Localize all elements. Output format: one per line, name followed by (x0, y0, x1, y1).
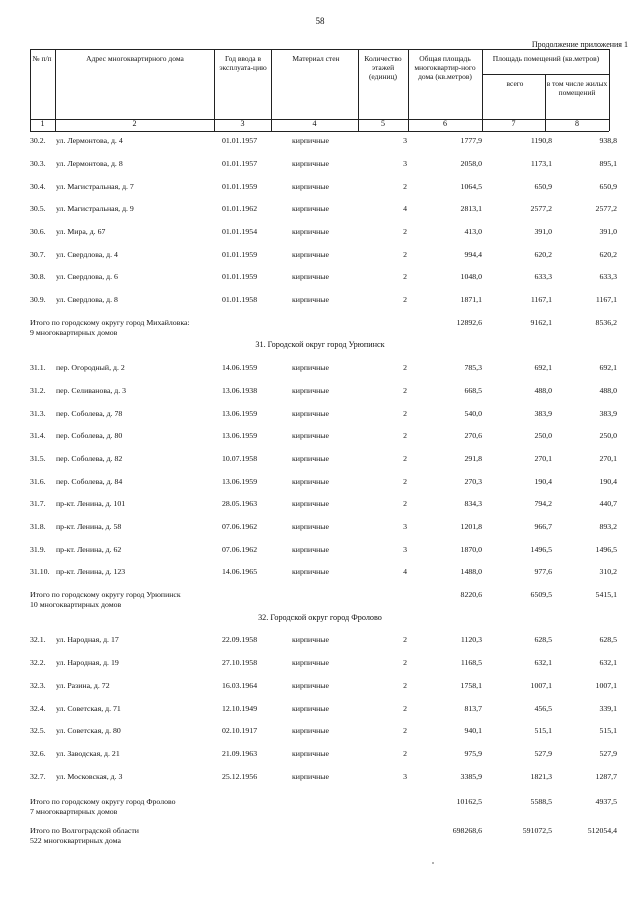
cell-no: 31.3. (30, 409, 46, 418)
table-row (30, 522, 617, 534)
cell-year: 07.06.1962 (222, 545, 258, 554)
cell-living: 692,1 (599, 363, 617, 372)
table-row (30, 545, 617, 557)
cell-area: 383,9 (534, 409, 552, 418)
cell-material: кирпичные (292, 681, 329, 690)
table-row (30, 772, 617, 784)
header-rule (482, 74, 609, 75)
cell-floors: 2 (403, 726, 407, 735)
cell-floors: 2 (403, 681, 407, 690)
col-number: 2 (132, 119, 137, 128)
cell-floors: 4 (403, 567, 407, 576)
cell-material: кирпичные (292, 250, 329, 259)
cell-area: 2577,2 (530, 204, 552, 213)
header-all: всего (506, 79, 524, 88)
page-number: 58 (315, 16, 325, 26)
cell-total-area: 1488,0 (460, 567, 482, 576)
cell-material: кирпичные (292, 295, 329, 304)
cell-year: 13.06.1959 (222, 431, 258, 440)
cell-area: 632,1 (534, 658, 552, 667)
cell-area: 1007,1 (530, 681, 552, 690)
cell-living: 633,3 (599, 272, 617, 281)
total-living: 8536,2 (595, 318, 617, 327)
cell-total-area: 1777,9 (460, 136, 482, 145)
cell-address: ул. Народная, д. 19 (56, 658, 119, 667)
cell-year: 01.01.1957 (222, 159, 258, 168)
total-area: 698268,6 (452, 826, 482, 835)
cell-year: 12.10.1949 (222, 704, 258, 713)
cell-year: 21.09.1963 (222, 749, 258, 758)
cell-living: 515,1 (599, 726, 617, 735)
total-area: 8220,6 (460, 590, 482, 599)
cell-no: 32.2. (30, 658, 46, 667)
cell-total-area: 1870,0 (460, 545, 482, 554)
total-premises: 6509,5 (530, 590, 552, 599)
total-living: 512054,4 (587, 826, 617, 835)
cell-no: 30.9. (30, 295, 46, 304)
cell-year: 01.01.1958 (222, 295, 258, 304)
cell-address: пер. Соболева, д. 82 (56, 454, 123, 463)
total-label-line2: 7 многоквартирных домов (30, 807, 118, 816)
cell-year: 01.01.1954 (222, 227, 258, 236)
cell-year: 10.07.1958 (222, 454, 258, 463)
total-premises: 5588,5 (530, 797, 552, 806)
cell-area: 633,3 (534, 272, 552, 281)
table-row (30, 477, 617, 489)
cell-total-area: 1064,5 (460, 182, 482, 191)
table-row (30, 681, 617, 693)
cell-address: ул. Московская, д. 3 (56, 772, 123, 781)
cell-living: 938,8 (599, 136, 617, 145)
cell-year: 27.10.1958 (222, 658, 258, 667)
cell-material: кирпичные (292, 749, 329, 758)
header-no: № п/п (32, 54, 52, 63)
cell-address: ул. Свердлова, д. 6 (56, 272, 118, 281)
table-row (30, 227, 617, 239)
cell-address: ул. Свердлова, д. 4 (56, 250, 118, 259)
col-number: 5 (381, 119, 385, 128)
cell-no: 32.1. (30, 635, 46, 644)
cell-address: пер. Огородный, д. 2 (56, 363, 125, 372)
table-row (30, 136, 617, 148)
cell-material: кирпичные (292, 159, 329, 168)
cell-material: кирпичные (292, 772, 329, 781)
cell-year: 25.12.1956 (222, 772, 258, 781)
table-row (30, 182, 617, 194)
cell-area: 794,2 (534, 499, 552, 508)
cell-no: 30.6. (30, 227, 46, 236)
cell-area: 1821,3 (530, 772, 552, 781)
total-label (30, 318, 400, 338)
cell-total-area: 994,4 (464, 250, 482, 259)
col-number: 8 (575, 119, 579, 128)
cell-address: ул. Разина, д. 72 (56, 681, 110, 690)
continuation-note: Продолжение приложения 1 (531, 40, 628, 49)
cell-year: 01.01.1962 (222, 204, 258, 213)
total-label-line1: Итого по городскому округу город Михайловка: (30, 318, 190, 327)
cell-living: 339,1 (599, 704, 617, 713)
cell-material: кирпичные (292, 136, 329, 145)
cell-living: 310,2 (599, 567, 617, 576)
cell-no: 30.4. (30, 182, 46, 191)
header-address: Адрес многоквартирного дома (86, 54, 184, 63)
cell-total-area: 813,7 (464, 704, 482, 713)
cell-address: ул. Заводская, д. 21 (56, 749, 120, 758)
header-material: Материал стен (292, 54, 340, 63)
cell-area: 1496,5 (530, 545, 552, 554)
cell-year: 28.05.1963 (222, 499, 258, 508)
total-label (30, 826, 400, 846)
table-row (30, 295, 617, 307)
cell-area: 628,5 (534, 635, 552, 644)
cell-no: 30.2. (30, 136, 46, 145)
cell-year: 16.03.1964 (222, 681, 258, 690)
cell-material: кирпичные (292, 726, 329, 735)
cell-floors: 2 (403, 272, 407, 281)
cell-total-area: 940,1 (464, 726, 482, 735)
cell-address: ул. Советская, д. 71 (56, 704, 121, 713)
total-label (30, 797, 400, 817)
col-number: 7 (511, 119, 516, 128)
cell-address: пер. Селиванова, д. 3 (56, 386, 127, 395)
header-premises: Площадь помещений (кв.метров) (492, 54, 600, 63)
cell-no: 30.7. (30, 250, 46, 259)
total-premises: 591072,5 (522, 826, 552, 835)
cell-living: 620,2 (599, 250, 617, 259)
table-row (30, 431, 617, 443)
cell-total-area: 834,3 (464, 499, 482, 508)
cell-address: пр-кт. Ленина, д. 101 (56, 499, 126, 508)
cell-no: 31.2. (30, 386, 46, 395)
cell-year: 02.10.1917 (222, 726, 258, 735)
table-row (30, 409, 617, 421)
cell-floors: 3 (403, 136, 407, 145)
cell-material: кирпичные (292, 567, 329, 576)
cell-living: 391,0 (599, 227, 617, 236)
table-row (30, 567, 617, 579)
cell-no: 31.1. (30, 363, 46, 372)
cell-total-area: 785,3 (464, 363, 482, 372)
cell-year: 01.01.1959 (222, 250, 258, 259)
cell-year: 22.09.1958 (222, 635, 258, 644)
cell-address: пер. Соболева, д. 80 (56, 431, 123, 440)
cell-floors: 2 (403, 409, 407, 418)
cell-floors: 2 (403, 658, 407, 667)
cell-area: 270,1 (534, 454, 552, 463)
cell-no: 30.5. (30, 204, 46, 213)
cell-year: 14.06.1965 (222, 567, 258, 576)
table-row (30, 635, 617, 647)
cell-total-area: 1871,1 (460, 295, 482, 304)
table-row (30, 250, 617, 262)
cell-material: кирпичные (292, 658, 329, 667)
cell-area: 250,0 (534, 431, 552, 440)
cell-total-area: 1048,0 (460, 272, 482, 281)
cell-no: 32.6. (30, 749, 46, 758)
cell-floors: 2 (403, 363, 407, 372)
cell-material: кирпичные (292, 363, 329, 372)
cell-floors: 2 (403, 749, 407, 758)
cell-total-area: 270,3 (464, 477, 482, 486)
total-premises: 9162,1 (530, 318, 552, 327)
cell-living: 893,2 (599, 522, 617, 531)
cell-address: ул. Лермонтова, д. 4 (56, 136, 123, 145)
cell-area: 456,5 (534, 704, 552, 713)
cell-living: 190,4 (599, 477, 617, 486)
table-row (30, 749, 617, 761)
cell-year: 01.01.1959 (222, 182, 258, 191)
total-area: 12892,6 (456, 318, 482, 327)
cell-address: ул. Народная, д. 17 (56, 635, 119, 644)
cell-no: 31.5. (30, 454, 46, 463)
cell-area: 966,7 (534, 522, 552, 531)
cell-material: кирпичные (292, 704, 329, 713)
cell-living: 895,1 (599, 159, 617, 168)
cell-living: 628,5 (599, 635, 617, 644)
header-total-area: Общая площадь многоквартир-ного дома (кв.метров) (414, 54, 476, 81)
total-label-line2: 9 многоквартирных домов (30, 328, 118, 337)
total-living: 5415,1 (595, 590, 617, 599)
table-row (30, 204, 617, 216)
cell-living: 2577,2 (595, 204, 617, 213)
total-label-line2: 10 многоквартирных домов (30, 600, 122, 609)
cell-address: пр-кт. Ленина, д. 62 (56, 545, 122, 554)
cell-floors: 2 (403, 431, 407, 440)
cell-total-area: 1758,1 (460, 681, 482, 690)
cell-area: 190,4 (534, 477, 552, 486)
cell-total-area: 2813,1 (460, 204, 482, 213)
cell-area: 391,0 (534, 227, 552, 236)
cell-no: 31.6. (30, 477, 46, 486)
scan-speck (432, 862, 434, 864)
cell-no: 31.10. (30, 567, 50, 576)
cell-living: 650,9 (599, 182, 617, 191)
total-area: 10162,5 (456, 797, 482, 806)
table-row (30, 454, 617, 466)
cell-area: 620,2 (534, 250, 552, 259)
cell-no: 30.3. (30, 159, 46, 168)
total-label (30, 590, 400, 610)
cell-material: кирпичные (292, 182, 329, 191)
table-row (30, 386, 617, 398)
cell-year: 13.06.1959 (222, 477, 258, 486)
cell-area: 527,9 (534, 749, 552, 758)
cell-material: кирпичные (292, 409, 329, 418)
table-row (30, 499, 617, 511)
header-living: в том числе жилых помещений (546, 79, 608, 97)
cell-address: пр-кт. Ленина, д. 58 (56, 522, 122, 531)
cell-material: кирпичные (292, 477, 329, 486)
cell-no: 31.9. (30, 545, 46, 554)
cell-floors: 2 (403, 386, 407, 395)
cell-total-area: 2058,0 (460, 159, 482, 168)
table-row (30, 658, 617, 670)
cell-area: 650,9 (534, 182, 552, 191)
cell-floors: 2 (403, 704, 407, 713)
cell-living: 1167,1 (595, 295, 617, 304)
cell-address: пер. Соболева, д. 84 (56, 477, 123, 486)
table-row (30, 159, 617, 171)
cell-floors: 2 (403, 499, 407, 508)
cell-total-area: 270,6 (464, 431, 482, 440)
col-number: 1 (40, 119, 45, 128)
cell-material: кирпичные (292, 227, 329, 236)
cell-no: 32.4. (30, 704, 46, 713)
cell-material: кирпичные (292, 635, 329, 644)
header-rule (30, 131, 609, 132)
table-row (30, 704, 617, 716)
header-floors: Количество этажей (единиц) (364, 54, 402, 81)
cell-year: 13.06.1938 (222, 386, 258, 395)
cell-floors: 2 (403, 454, 407, 463)
cell-floors: 2 (403, 635, 407, 644)
table-row (30, 363, 617, 375)
cell-floors: 2 (403, 250, 407, 259)
cell-living: 527,9 (599, 749, 617, 758)
cell-total-area: 291,8 (464, 454, 482, 463)
total-label-line2: 522 многоквартирных дома (30, 836, 121, 845)
cell-year: 14.06.1959 (222, 363, 258, 372)
cell-floors: 3 (403, 772, 407, 781)
section-title: 31. Городской округ город Урюпинск (255, 340, 385, 349)
cell-year: 07.06.1962 (222, 522, 258, 531)
cell-total-area: 668,5 (464, 386, 482, 395)
cell-material: кирпичные (292, 522, 329, 531)
cell-area: 692,1 (534, 363, 552, 372)
cell-no: 31.8. (30, 522, 46, 531)
cell-floors: 2 (403, 182, 407, 191)
cell-address: ул. Магистральная, д. 9 (56, 204, 134, 213)
cell-living: 632,1 (599, 658, 617, 667)
cell-material: кирпичные (292, 545, 329, 554)
cell-no: 31.7. (30, 499, 46, 508)
cell-no: 32.7. (30, 772, 46, 781)
cell-living: 250,0 (599, 431, 617, 440)
cell-address: ул. Магистральная, д. 7 (56, 182, 134, 191)
cell-address: пер. Соболева, д. 78 (56, 409, 123, 418)
cell-area: 1190,8 (530, 136, 552, 145)
total-living: 4937,5 (595, 797, 617, 806)
cell-total-area: 540,0 (464, 409, 482, 418)
cell-material: кирпичные (292, 204, 329, 213)
col-number: 3 (240, 119, 245, 128)
column-numbers (30, 119, 610, 131)
cell-area: 515,1 (534, 726, 552, 735)
cell-floors: 4 (403, 204, 407, 213)
cell-living: 1287,7 (595, 772, 617, 781)
cell-no: 32.5. (30, 726, 46, 735)
cell-floors: 2 (403, 295, 407, 304)
cell-total-area: 413,0 (464, 227, 482, 236)
table-row (30, 272, 617, 284)
cell-address: ул. Свердлова, д. 8 (56, 295, 118, 304)
cell-total-area: 975,9 (464, 749, 482, 758)
col-number: 6 (443, 119, 447, 128)
total-label-line1: Итого по городскому округу город Урюпинск (30, 590, 181, 599)
table-row (30, 726, 617, 738)
cell-area: 1173,1 (530, 159, 552, 168)
cell-total-area: 1201,8 (460, 522, 482, 531)
cell-year: 01.01.1959 (222, 272, 258, 281)
cell-no: 32.3. (30, 681, 46, 690)
cell-address: ул. Мира, д. 67 (56, 227, 106, 236)
cell-total-area: 3385,9 (460, 772, 482, 781)
cell-total-area: 1120,3 (460, 635, 482, 644)
cell-living: 383,9 (599, 409, 617, 418)
cell-living: 1496,5 (595, 545, 617, 554)
cell-year: 01.01.1957 (222, 136, 258, 145)
cell-material: кирпичные (292, 454, 329, 463)
cell-area: 977,6 (534, 567, 552, 576)
col-number: 4 (312, 119, 317, 128)
cell-material: кирпичные (292, 499, 329, 508)
cell-living: 440,7 (599, 499, 617, 508)
cell-area: 1167,1 (530, 295, 552, 304)
cell-floors: 2 (403, 227, 407, 236)
cell-floors: 3 (403, 545, 407, 554)
section-title: 32. Городской округ город Фролово (258, 613, 382, 622)
cell-living: 270,1 (599, 454, 617, 463)
cell-living: 488,0 (599, 386, 617, 395)
cell-floors: 2 (403, 477, 407, 486)
cell-area: 488,0 (534, 386, 552, 395)
cell-material: кирпичные (292, 431, 329, 440)
cell-address: ул. Лермонтова, д. 8 (56, 159, 123, 168)
header-year: Год ввода в эксплуата-цию (219, 54, 267, 72)
cell-material: кирпичные (292, 272, 329, 281)
total-label-line1: Итого по Волгоградской области (30, 826, 139, 835)
total-label-line1: Итого по городскому округу город Фролово (30, 797, 176, 806)
cell-address: ул. Советская, д. 80 (56, 726, 121, 735)
cell-floors: 3 (403, 522, 407, 531)
cell-no: 31.4. (30, 431, 46, 440)
cell-living: 1007,1 (595, 681, 617, 690)
cell-total-area: 1168,5 (460, 658, 482, 667)
cell-no: 30.8. (30, 272, 46, 281)
cell-year: 13.06.1959 (222, 409, 258, 418)
cell-material: кирпичные (292, 386, 329, 395)
cell-floors: 3 (403, 159, 407, 168)
cell-address: пр-кт. Ленина, д. 123 (56, 567, 126, 576)
